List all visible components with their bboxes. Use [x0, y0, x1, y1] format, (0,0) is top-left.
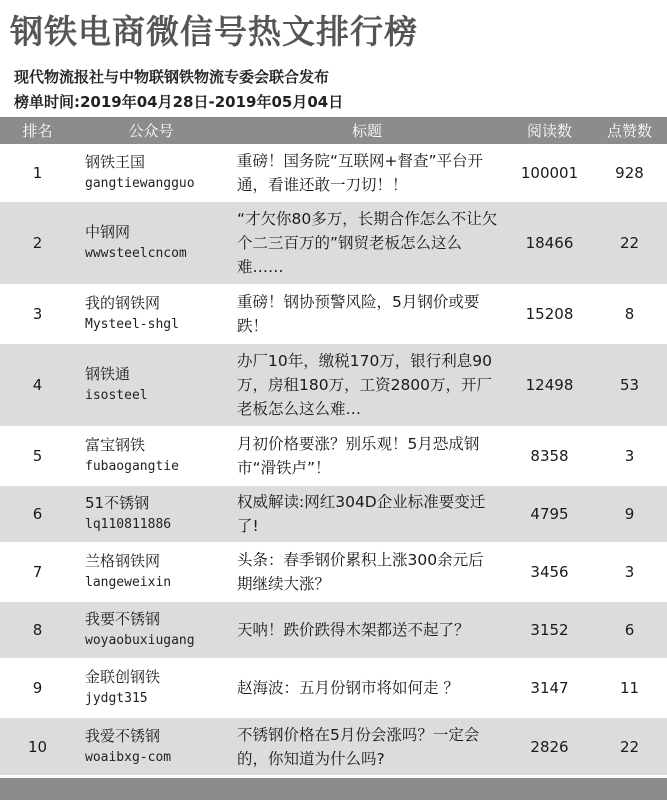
reads-cell: 100001	[507, 145, 592, 201]
reads-cell: 8358	[507, 427, 592, 485]
account-name: 兰格钢铁网	[85, 552, 161, 570]
reads-cell: 12498	[507, 343, 592, 427]
account-id: lq110811886	[85, 517, 172, 532]
rank-cell: 3	[0, 285, 75, 343]
likes-cell: 8	[592, 285, 667, 343]
account-cell	[75, 427, 227, 485]
headline-cell: 重磅！钢协预警风险，5月钢价或要跌！	[227, 285, 507, 343]
column-header-headline: 标题	[227, 117, 507, 145]
headline-cell: “才欠你80多万，长期合作怎么不让欠个二三百万的”钢贸老板怎么这么难……	[227, 201, 507, 285]
rank-cell: 1	[0, 145, 75, 201]
table-row	[0, 285, 667, 343]
rank-cell: 10	[0, 717, 75, 775]
account-cell	[75, 543, 227, 601]
rank-cell: 4	[0, 343, 75, 427]
likes-cell: 22	[592, 717, 667, 775]
date-range: 榜单时间:2019年04月28日-2019年05月04日	[14, 93, 344, 111]
account-name: 钢铁通	[85, 365, 131, 383]
account-cell	[75, 659, 227, 717]
account-id: woaibxg-com	[85, 749, 172, 765]
headline-cell: 天呐！跌价跌得木架都送不起了？	[227, 601, 507, 659]
headline-cell: 月初价格要涨？别乐观！5月恐成钢市“滑铁卢”！	[227, 427, 507, 485]
headline-cell: 赵海波：五月份钢市将如何走 ？	[227, 659, 507, 717]
reads-cell: 18466	[507, 201, 592, 285]
footer-bar	[0, 778, 667, 800]
account-cell	[75, 201, 227, 285]
account-id: fubaogangtie	[85, 459, 179, 474]
table-row	[0, 717, 667, 775]
account-name: 我要不锈钢	[85, 610, 161, 628]
likes-cell: 6	[592, 601, 667, 659]
table-row	[0, 659, 667, 717]
ranking-table	[0, 117, 667, 775]
account-id: woyaobuxiugang	[85, 633, 195, 648]
table-row	[0, 343, 667, 427]
account-name: 我的钢铁网	[85, 294, 161, 312]
account-id: langeweixin	[85, 575, 172, 590]
column-header-reads: 阅读数	[507, 117, 592, 145]
table-row	[0, 601, 667, 659]
table-row	[0, 427, 667, 485]
rank-cell: 6	[0, 485, 75, 543]
account-id: Mysteel-shgl	[85, 317, 179, 332]
likes-cell: 3	[592, 427, 667, 485]
reads-cell: 3456	[507, 543, 592, 601]
headline-cell: 权威解读:网红304D企业标准要变迁了!	[227, 485, 507, 543]
column-header-rank: 排名	[0, 117, 75, 145]
headline-cell: 重磅！国务院“互联网+督查”平台开通，看谁还敢一刀切！！	[227, 145, 507, 201]
account-name: 51不锈钢	[85, 494, 150, 512]
column-header-account: 公众号	[75, 117, 227, 145]
rank-cell: 2	[0, 201, 75, 285]
account-name: 中钢网	[85, 223, 131, 241]
rank-cell: 5	[0, 427, 75, 485]
account-name: 富宝钢铁	[85, 436, 146, 454]
likes-cell: 22	[592, 201, 667, 285]
table-header-row	[0, 117, 667, 145]
account-id: isosteel	[85, 388, 148, 403]
reads-cell: 3147	[507, 659, 592, 717]
rank-cell: 7	[0, 543, 75, 601]
account-id: wwwsteelcncom	[85, 246, 187, 261]
account-cell	[75, 717, 227, 775]
headline-cell: 头条：春季钢价累积上涨300余元后期继续大涨？	[227, 543, 507, 601]
account-name: 金联创钢铁	[85, 668, 161, 686]
account-cell	[75, 485, 227, 543]
likes-cell: 928	[592, 145, 667, 201]
account-cell	[75, 601, 227, 659]
likes-cell: 53	[592, 343, 667, 427]
account-name: 钢铁王国	[85, 153, 146, 171]
table-row	[0, 201, 667, 285]
account-cell	[75, 145, 227, 201]
account-name: 我爱不锈钢	[85, 726, 161, 745]
account-id: jydgt315	[85, 691, 148, 706]
reads-cell: 3152	[507, 601, 592, 659]
rank-cell: 8	[0, 601, 75, 659]
table-row	[0, 543, 667, 601]
column-header-likes: 点赞数	[592, 117, 667, 145]
account-id: gangtiewangguo	[85, 176, 195, 191]
headline-cell: 不锈钢价格在5月份会涨吗？一定会的，你知道为什么吗?	[227, 717, 507, 775]
reads-cell: 4795	[507, 485, 592, 543]
likes-cell: 11	[592, 659, 667, 717]
account-cell	[75, 285, 227, 343]
table-row	[0, 145, 667, 201]
page-title: 钢铁电商微信号热文排行榜	[10, 12, 418, 51]
likes-cell: 9	[592, 485, 667, 543]
publisher-line: 现代物流报社与中物联钢铁物流专委会联合发布	[14, 68, 330, 86]
table-row	[0, 485, 667, 543]
likes-cell: 3	[592, 543, 667, 601]
rank-cell: 9	[0, 659, 75, 717]
headline-cell: 办厂10年，缴税170万，银行利息90万，房租180万，工资2800万，开厂老板怎么这么难…	[227, 343, 507, 427]
reads-cell: 2826	[507, 717, 592, 775]
account-cell	[75, 343, 227, 427]
reads-cell: 15208	[507, 285, 592, 343]
